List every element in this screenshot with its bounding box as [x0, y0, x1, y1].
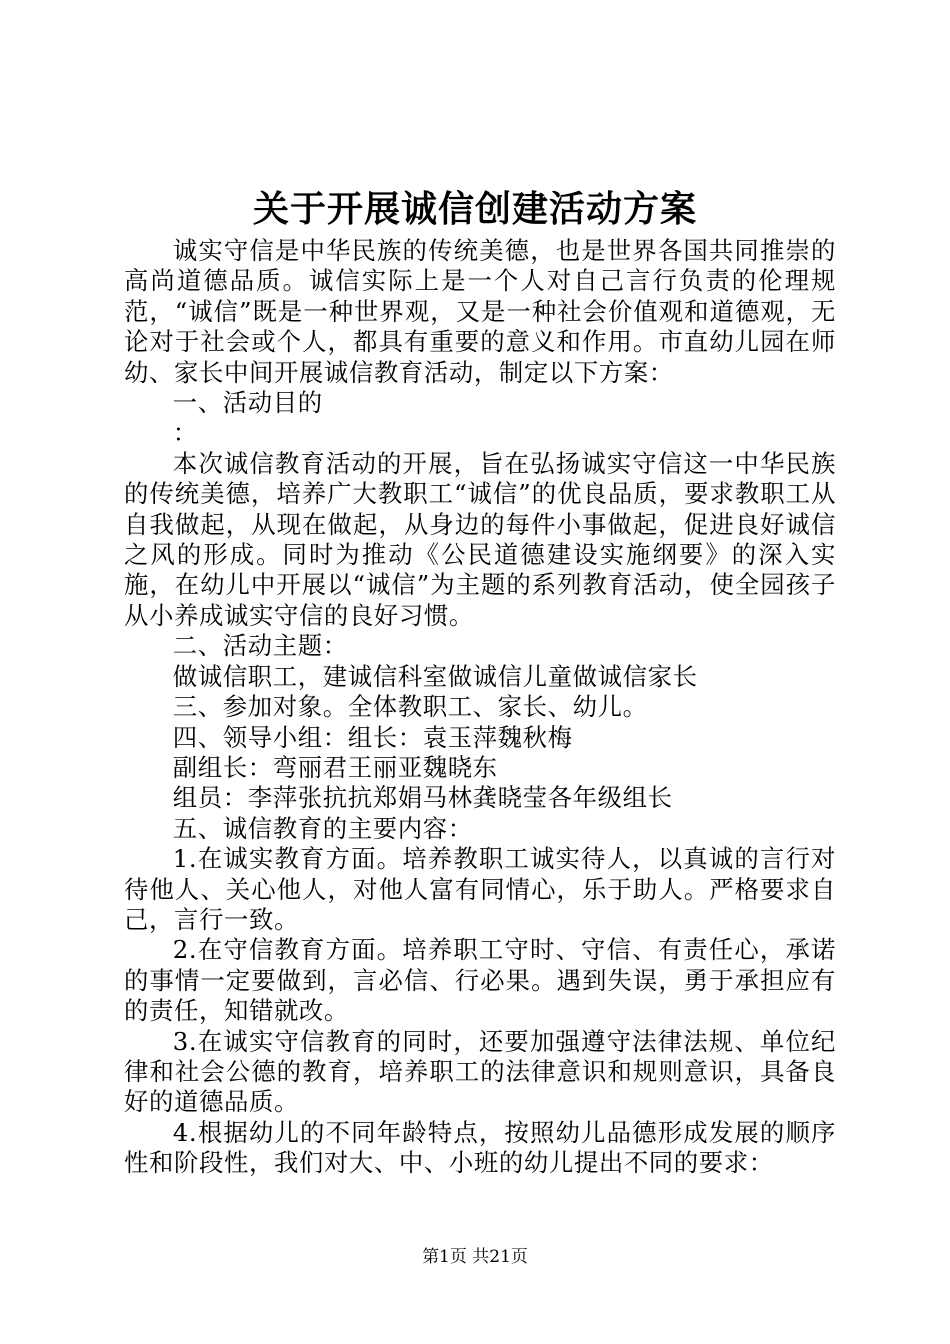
section-heading-leadership: 四、领导小组：组长：袁玉萍魏秋梅	[172, 722, 573, 752]
theme-line: 做诚信职工，建诚信科室做诚信儿童做诚信家长	[172, 661, 698, 691]
content-item-4: 4.根据幼儿的不同年龄特点，按照幼儿品德形成发展的顺序性和阶段性，我们对大、中、小班的幼儿提出不同的要求：	[124, 1117, 836, 1178]
members-line: 组员：李萍张抗抗郑娟马林龚晓莹各年级组长	[172, 783, 673, 813]
section-heading-theme: 二、活动主题：	[172, 631, 348, 661]
content-item-2: 2.在守信教育方面。培养职工守时、守信、有责任心，承诺的事情一定要做到，言必信、行必果。遇到失误，勇于承担应有的责任，知错就改。	[124, 935, 836, 1026]
purpose-paragraph: 本次诚信教育活动的开展，旨在弘扬诚实守信这一中华民族的传统美德，培养广大教职工“诚信”的优良品质，要求教职工从自我做起，从现在做起，从身边的每件小事做起，促进良好诚信之风的形成。同时为推动《公民道德建设实施纲要》的深入实施，在幼儿中开展以“诚信”为主题的系列教育活动，使全园孩子从小养成诚实守信的良好习惯。	[124, 448, 836, 630]
section-heading-participants: 三、参加对象。全体教职工、家长、幼儿。	[172, 692, 648, 722]
deputy-leaders-line: 副组长：弯丽君王丽亚魏晓东	[172, 752, 498, 782]
colon-line: ：	[172, 418, 198, 448]
section-heading-purpose: 一、活动目的	[172, 388, 323, 418]
document-title: 关于开展诚信创建活动方案	[252, 188, 697, 230]
page-footer: 第1页 共21页	[422, 1247, 528, 1267]
section-heading-content: 五、诚信教育的主要内容：	[172, 813, 473, 843]
document-body	[124, 236, 836, 1179]
content-item-1: 1.在诚实教育方面。培养教职工诚实待人，以真诚的言行对待他人、关心他人，对他人富有同情心，乐于助人。严格要求自己，言行一致。	[124, 844, 836, 934]
intro-paragraph: 诚实守信是中华民族的传统美德，也是世界各国共同推崇的高尚道德品质。诚信实际上是一个人对自己言行负责的伦理规范，“诚信”既是一种世界观，又是一种社会价值观和道德观，无论对于社会或个人，都具有重要的意义和作用。市直幼儿园在师幼、家长中间开展诚信教育活动，制定以下方案：	[124, 236, 836, 387]
content-item-3: 3.在诚实守信教育的同时，还要加强遵守法律法规、单位纪律和社会公德的教育，培养职工的法律意识和规则意识，具备良好的道德品质。	[124, 1026, 836, 1117]
